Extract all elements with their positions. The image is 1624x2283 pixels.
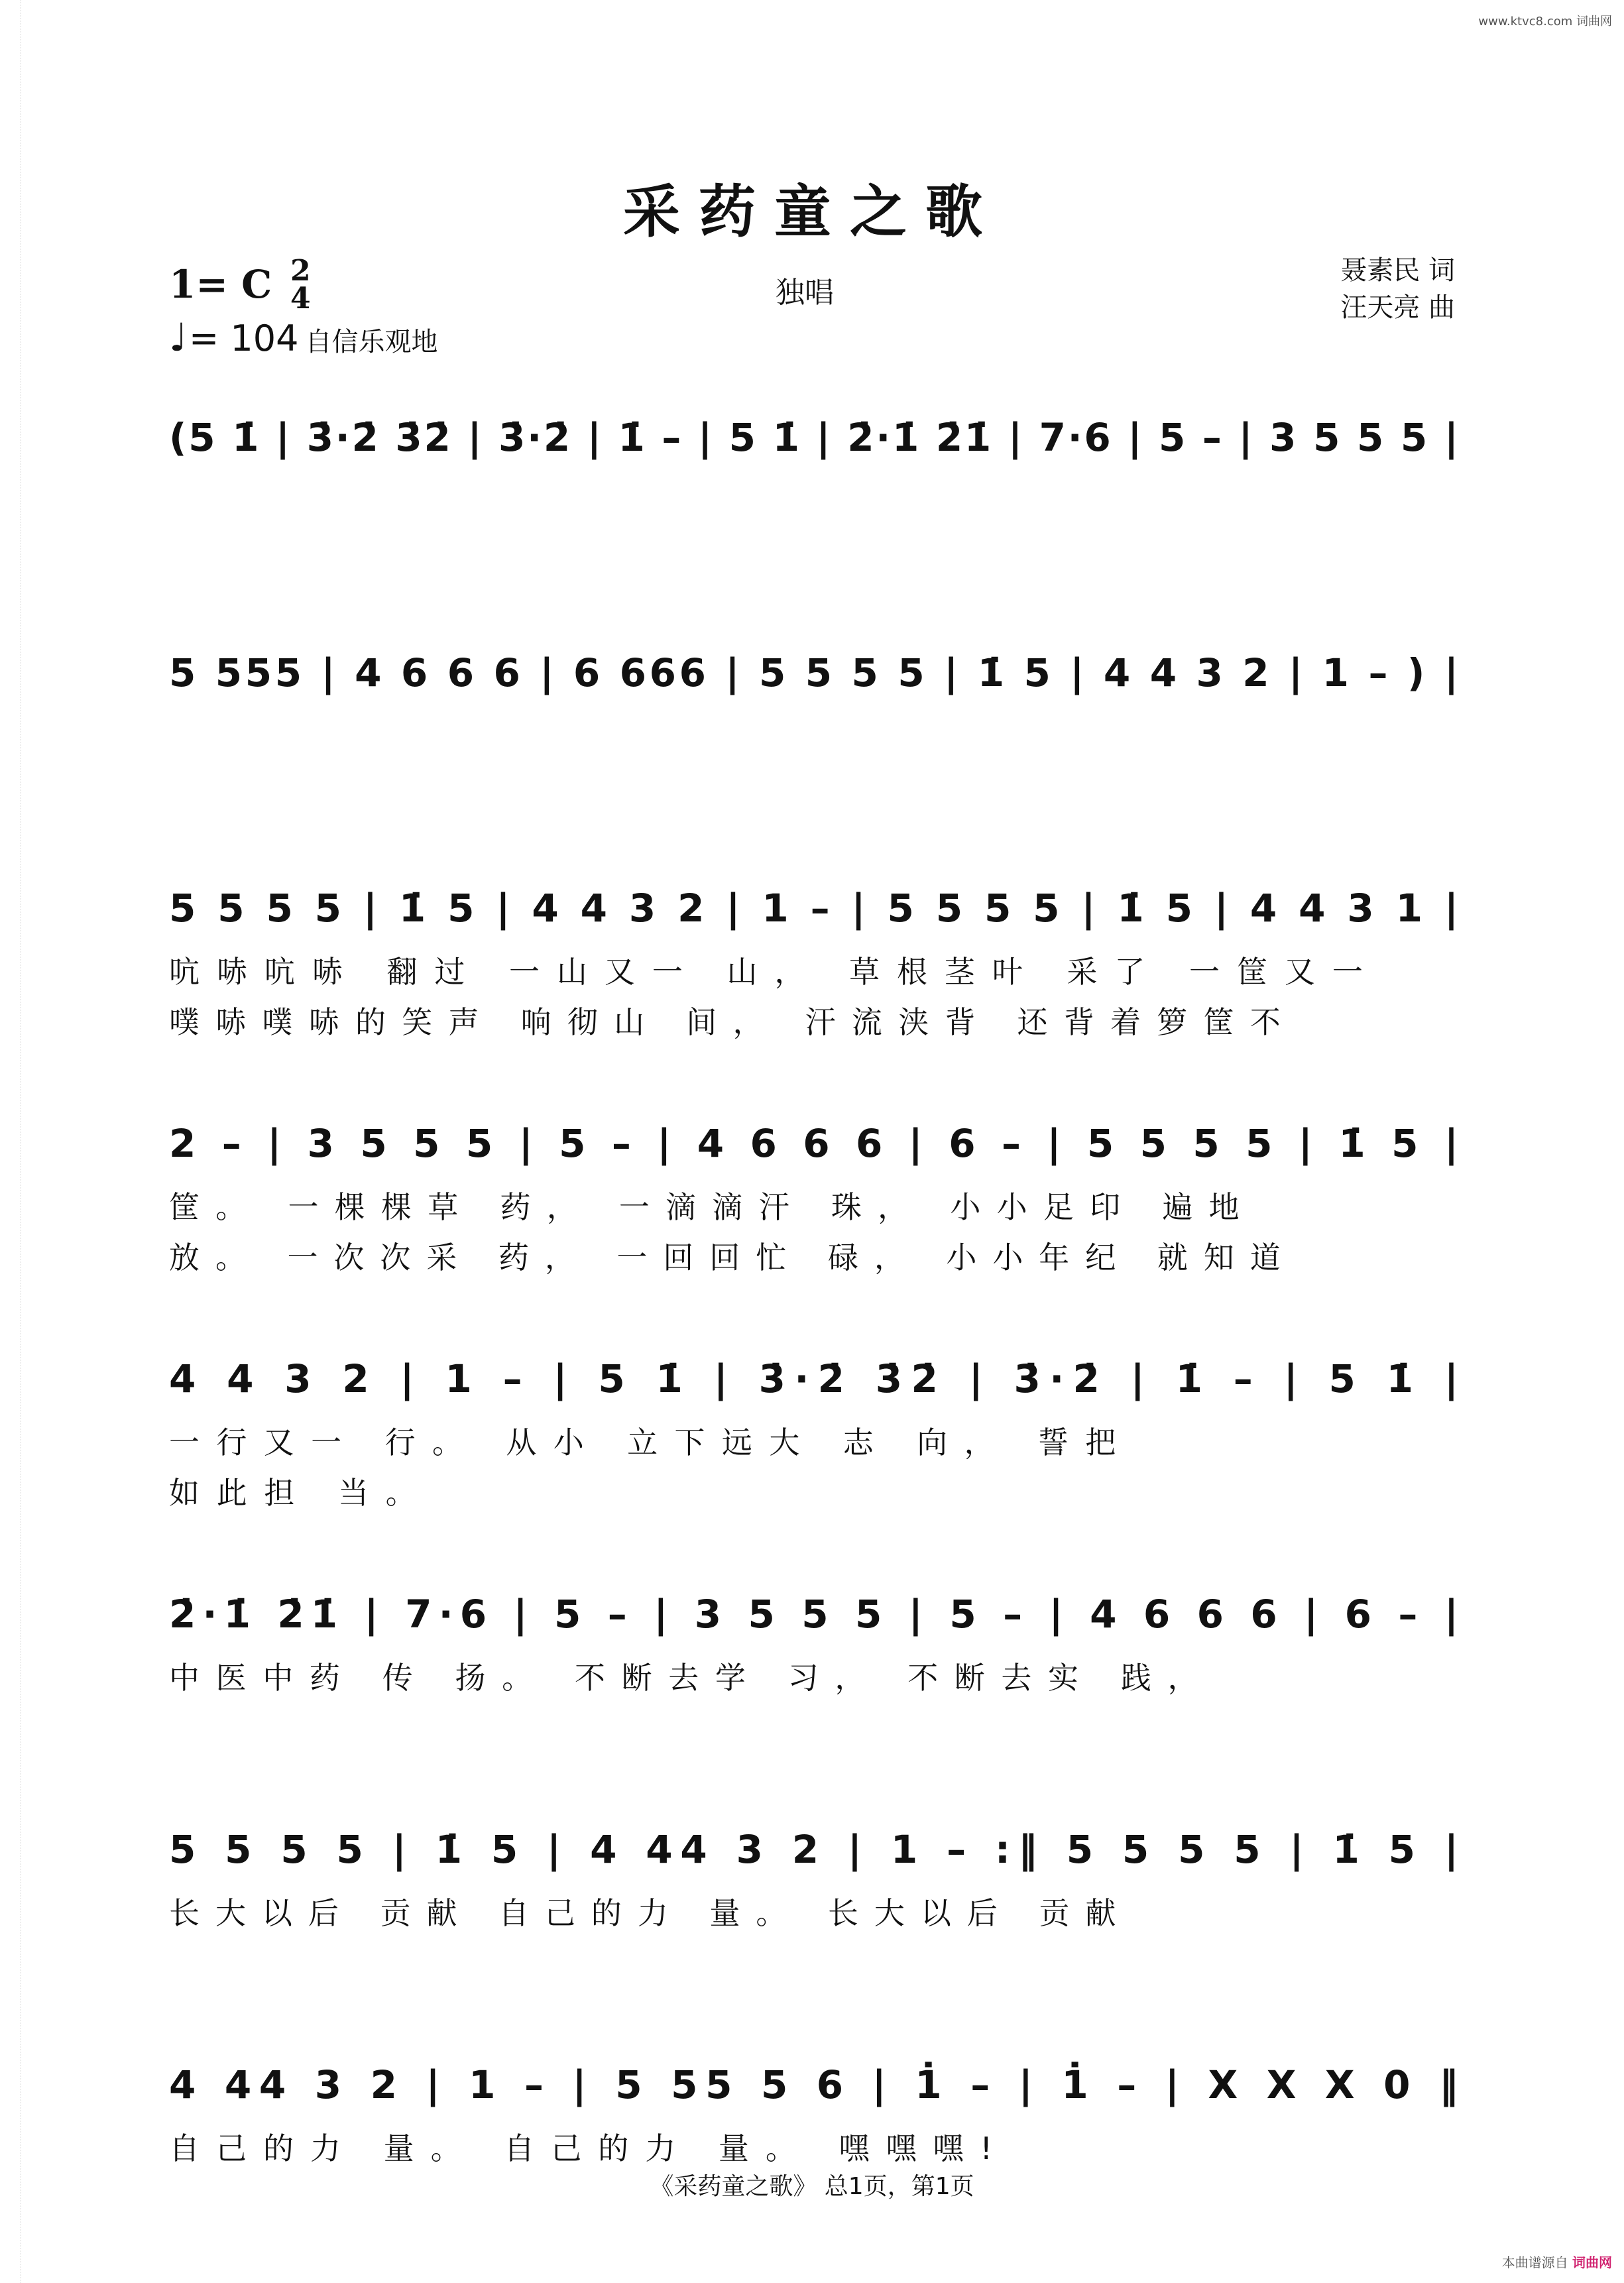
score-line bbox=[169, 1827, 1458, 1931]
quarter-note-icon: ♩ bbox=[169, 315, 188, 360]
watermark-brand: 词曲网 bbox=[1572, 2254, 1612, 2270]
lyricist: 聂素民 词 bbox=[1340, 255, 1455, 286]
notation-row: 5 5 5 5 | 1̇ 5 | 4 4 3 2 | 1 – | 5 5 5 5 | 1̇ 5 | 4 4 3 1 | bbox=[169, 886, 1458, 931]
lyric-verse-2: 如此担 当。 bbox=[169, 1475, 416, 1511]
score-line bbox=[169, 415, 1458, 460]
notation-row: 5 555 | 4 6 6 6 | 6 666 | 5 5 5 5 | 1̇ 5 | 4 4 3 2 | 1 – ) | bbox=[169, 650, 1458, 695]
performance-mode: 独唱 bbox=[776, 276, 834, 310]
lyric-verse-1: 筐。 一棵棵草 药， 一滴滴汗 珠， 小小足印 遍地 bbox=[169, 1189, 1240, 1225]
lyric-verse-1: 吭哧吭哧 翻过 一山又一 山， 草根茎叶 采了 一筐又一 bbox=[169, 954, 1363, 990]
score-line bbox=[169, 650, 1458, 695]
lyric-verse-2: 放。 一次次采 药， 一回回忙 碌， 小小年纪 就知道 bbox=[169, 1240, 1281, 1275]
expression-marking: 自信乐观地 bbox=[305, 327, 438, 357]
watermark-top: www.ktvc8.com 词曲网 bbox=[1478, 15, 1612, 29]
score-line bbox=[169, 2061, 1458, 2166]
score-line bbox=[169, 1121, 1458, 1275]
watermark-prefix: 本曲谱源自 bbox=[1501, 2254, 1572, 2270]
notation-row: 4 44 3 2 | 1 – | 5 55 5 6 | 1̇ – | 1̇ – | X X X 0 ‖ bbox=[169, 2062, 1458, 2107]
key-signature: 1= C bbox=[169, 262, 272, 307]
notation-row: 2 – | 3 5 5 5 | 5 – | 4 6 6 6 | 6 – | 5 5 5 5 | 1̇ 5 | bbox=[169, 1121, 1459, 1166]
lyric-verse-1: 中医中药 传 扬。 不断去学 习， 不断去实 践， bbox=[169, 1660, 1198, 1696]
score-line bbox=[169, 886, 1458, 1040]
notation-row: 2̇·1̇ 2̇1̇ | 7·6 | 5 – | 3 5 5 5 | 5 – | 4 6 6 6 | 6 – | bbox=[169, 1592, 1458, 1637]
lyric-verse-2: 噗哧噗哧的笑声 响彻山 间， 汗流浃背 还背着箩筐不 bbox=[169, 1004, 1281, 1040]
page-title: 采药童之歌 bbox=[623, 178, 1001, 245]
time-signature-top: 2 bbox=[290, 254, 311, 288]
score-line bbox=[169, 1592, 1458, 1696]
composer: 汪天亮 曲 bbox=[1340, 292, 1455, 323]
page-footer: 《采药童之歌》 总1页，第1页 bbox=[650, 2173, 974, 2200]
lyric-verse-1: 长大以后 贡献 自己的力 量。 长大以后 贡献 bbox=[169, 1895, 1116, 1931]
lyric-verse-1: 自己的力 量。 自己的力 量。 嘿嘿嘿! bbox=[169, 2131, 992, 2166]
watermark-bottom bbox=[1502, 2252, 1612, 2271]
tempo-value: = 104 bbox=[189, 318, 299, 359]
time-signature-bottom: 4 bbox=[290, 282, 311, 316]
notation-row: 4 4 3 2 | 1 – | 5 1̇ | 3̇·2̇ 3̇2̇ | 3̇·2̇ | 1̇ – | 5 1̇ | bbox=[169, 1356, 1458, 1401]
lyric-verse-1: 一行又一 行。 从小 立下远大 志 向， 誓把 bbox=[169, 1425, 1116, 1460]
score-line bbox=[169, 1356, 1458, 1511]
notation-row: (5 1̇ | 3̇·2̇ 3̇2̇ | 3̇·2̇ | 1̇ – | 5 1̇ | 2̇·1̇ 2̇1̇ | 7·6 | 5 – | 3 5 5 5 | bbox=[169, 415, 1458, 460]
notation-row: 5 5 5 5 | 1̇ 5 | 4 44 3 2 | 1 – :‖ 5 5 5 5 | 1̇ 5 | bbox=[169, 1827, 1458, 1872]
